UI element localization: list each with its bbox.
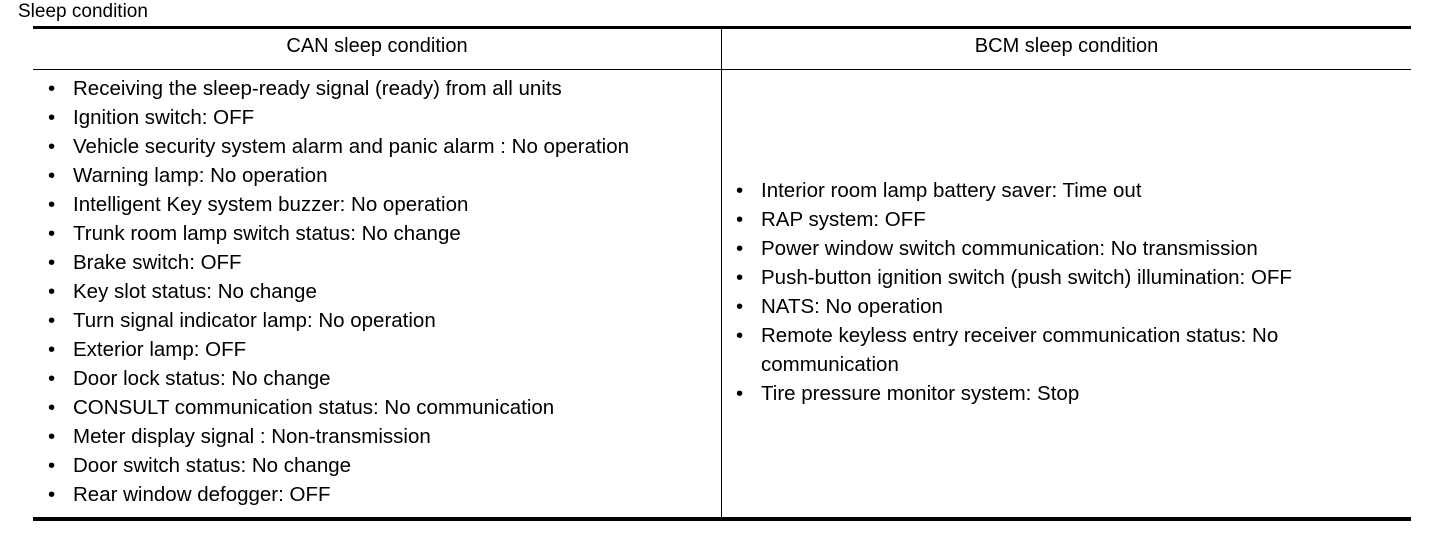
bullet-icon: • [736, 266, 744, 289]
bcm-condition-item-text: Power window switch communication: No transmission [761, 237, 1258, 260]
can-condition-item [48, 306, 718, 335]
can-condition-item [48, 132, 718, 161]
can-condition-item-text: Brake switch: OFF [73, 251, 242, 274]
can-condition-item [48, 219, 718, 248]
can-condition-item [48, 161, 718, 190]
bullet-icon: • [736, 382, 744, 405]
can-condition-item [48, 190, 718, 219]
bullet-icon: • [48, 396, 56, 419]
bcm-condition-item [736, 292, 1396, 321]
bcm-condition-item [736, 234, 1396, 263]
bullet-icon: • [48, 425, 56, 448]
can-condition-item [48, 335, 718, 364]
bcm-condition-item-text: RAP system: OFF [761, 208, 926, 231]
bullet-icon: • [48, 106, 56, 129]
bcm-condition-item-text: NATS: No operation [761, 295, 943, 318]
bullet-icon: • [48, 367, 56, 390]
bullet-icon: • [48, 135, 56, 158]
bcm-condition-list [736, 176, 1396, 408]
can-condition-item [48, 393, 718, 422]
bcm-condition-item [736, 263, 1396, 292]
bullet-icon: • [48, 193, 56, 216]
bcm-condition-item [736, 321, 1396, 379]
bullet-icon: • [48, 222, 56, 245]
table-bottom-rule [33, 517, 1411, 521]
can-condition-item-text: Trunk room lamp switch status: No change [73, 222, 461, 245]
document-title: Sleep condition [18, 1, 148, 22]
can-condition-item [48, 248, 718, 277]
can-condition-item [48, 277, 718, 306]
table-header-rule [33, 69, 1411, 70]
can-condition-item [48, 74, 718, 103]
bcm-condition-item [736, 205, 1396, 234]
can-condition-item-text: Receiving the sleep-ready signal (ready) from all units [73, 77, 562, 100]
bullet-icon: • [736, 237, 744, 260]
can-condition-item-text: Rear window defogger: OFF [73, 483, 331, 506]
bullet-icon: • [48, 280, 56, 303]
bullet-icon: • [48, 338, 56, 361]
bcm-condition-item-text: Push-button ignition switch (push switch) illumination: OFF [761, 266, 1292, 289]
can-condition-item [48, 103, 718, 132]
can-condition-item-text: CONSULT communication status: No communication [73, 396, 555, 419]
bullet-icon: • [736, 208, 744, 231]
header-bcm-sleep-condition: BCM sleep condition [974, 35, 1159, 57]
can-condition-list [48, 74, 718, 509]
can-condition-item-text: Warning lamp: No operation [73, 164, 328, 187]
can-condition-item-text: Key slot status: No change [73, 280, 317, 303]
column-divider [721, 28, 722, 518]
can-condition-item-text: Door lock status: No change [73, 367, 331, 390]
can-condition-item-text: Turn signal indicator lamp: No operation [73, 309, 436, 332]
bcm-condition-item [736, 379, 1396, 408]
can-condition-item-text: Exterior lamp: OFF [73, 338, 247, 361]
bullet-icon: • [736, 179, 744, 202]
bullet-icon: • [736, 324, 744, 347]
can-condition-item [48, 451, 718, 480]
bullet-icon: • [736, 295, 744, 318]
can-condition-item [48, 364, 718, 393]
bcm-condition-item-text: Remote keyless entry receiver communication status: No communication [761, 324, 1279, 376]
can-condition-item-text: Door switch status: No change [73, 454, 352, 477]
bullet-icon: • [48, 164, 56, 187]
can-condition-item [48, 480, 718, 509]
can-condition-item [48, 422, 718, 451]
bullet-icon: • [48, 309, 56, 332]
bullet-icon: • [48, 483, 56, 506]
bullet-icon: • [48, 77, 56, 100]
bullet-icon: • [48, 251, 56, 274]
bcm-condition-item-text: Tire pressure monitor system: Stop [761, 382, 1080, 405]
bcm-condition-item [736, 176, 1396, 205]
can-condition-item-text: Intelligent Key system buzzer: No operation [73, 193, 469, 216]
can-condition-item-text: Vehicle security system alarm and panic alarm : No operation [73, 135, 630, 158]
header-can-sleep-condition: CAN sleep condition [286, 35, 468, 57]
bcm-condition-item-text: Interior room lamp battery saver: Time out [761, 179, 1142, 202]
bullet-icon: • [48, 454, 56, 477]
can-condition-item-text: Meter display signal : Non-transmission [73, 425, 431, 448]
can-condition-item-text: Ignition switch: OFF [73, 106, 255, 129]
